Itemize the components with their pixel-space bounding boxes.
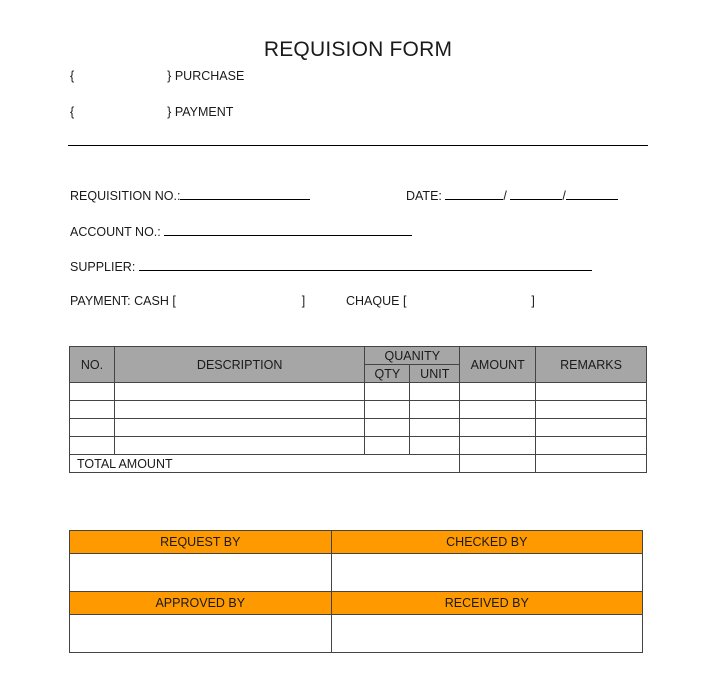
table-cell[interactable]	[114, 383, 364, 401]
table-cell[interactable]	[114, 401, 364, 419]
header-amount: AMOUNT	[460, 347, 536, 383]
table-cell[interactable]	[70, 383, 115, 401]
total-amount-label: TOTAL AMOUNT	[70, 455, 460, 473]
signature-table	[69, 530, 643, 653]
option-label: PURCHASE	[174, 69, 245, 83]
table-cell[interactable]	[365, 401, 410, 419]
table-cell[interactable]	[460, 401, 536, 419]
header-remarks: REMARKS	[536, 347, 647, 383]
header-description: DESCRIPTION	[114, 347, 364, 383]
table-cell[interactable]	[536, 401, 647, 419]
header-quantity: QUANITY	[365, 347, 460, 365]
checked-by-header: CHECKED BY	[331, 531, 642, 554]
received-by-field[interactable]	[331, 615, 642, 653]
table-cell[interactable]	[460, 437, 536, 455]
option-payment[interactable]	[70, 105, 233, 119]
table-cell[interactable]	[460, 419, 536, 437]
payment-cheque-row[interactable]	[346, 294, 535, 308]
header-qty: QTY	[365, 365, 410, 383]
table-cell[interactable]	[114, 419, 364, 437]
total-amount-cell[interactable]	[460, 455, 536, 473]
approved-by-field[interactable]	[70, 615, 332, 653]
items-table	[69, 346, 647, 473]
option-open-brace: {	[70, 69, 75, 83]
cheque-label: CHAQUE [	[346, 294, 407, 308]
header-no: NO.	[70, 347, 115, 383]
payment-cash-label: PAYMENT: CASH [	[70, 294, 176, 308]
account-no-row	[70, 223, 412, 239]
approved-by-header: APPROVED BY	[70, 592, 332, 615]
option-close-brace: }	[167, 105, 172, 119]
table-cell[interactable]	[365, 437, 410, 455]
form-title: REQUISION FORM	[263, 38, 453, 61]
date-row	[406, 187, 618, 203]
table-cell[interactable]	[70, 437, 115, 455]
table-cell[interactable]	[365, 419, 410, 437]
supplier-row	[70, 258, 592, 274]
checked-by-field[interactable]	[331, 554, 642, 592]
date-year-field[interactable]	[566, 187, 618, 200]
bracket-close: ]	[531, 294, 535, 308]
table-cell[interactable]	[70, 401, 115, 419]
table-row	[70, 383, 647, 401]
option-open-brace: {	[70, 105, 75, 119]
table-cell[interactable]	[410, 437, 460, 455]
requisition-no-field[interactable]	[180, 187, 310, 200]
header-unit: UNIT	[410, 365, 460, 383]
account-no-field[interactable]	[164, 223, 412, 236]
supplier-field[interactable]	[139, 258, 592, 271]
date-day-field[interactable]	[445, 187, 503, 200]
date-separator: /	[503, 189, 507, 203]
table-cell[interactable]	[536, 383, 647, 401]
supplier-label: SUPPLIER:	[70, 260, 136, 274]
table-cell[interactable]	[460, 383, 536, 401]
table-cell[interactable]	[365, 383, 410, 401]
payment-cash-row[interactable]	[70, 294, 305, 308]
bracket-close: ]	[301, 294, 306, 308]
table-cell[interactable]	[410, 401, 460, 419]
table-cell[interactable]	[410, 419, 460, 437]
table-cell[interactable]	[70, 419, 115, 437]
option-close-brace: }	[167, 69, 172, 83]
table-row	[70, 401, 647, 419]
date-month-field[interactable]	[510, 187, 562, 200]
total-remarks-cell[interactable]	[536, 455, 647, 473]
option-label: PAYMENT	[174, 105, 234, 119]
date-separator: /	[562, 189, 566, 203]
requisition-no-label: REQUISITION NO.:	[70, 189, 181, 203]
table-cell[interactable]	[536, 419, 647, 437]
table-row	[70, 419, 647, 437]
header-divider	[68, 145, 648, 146]
request-by-field[interactable]	[70, 554, 332, 592]
date-label: DATE:	[406, 189, 442, 203]
requisition-no-row	[70, 187, 310, 203]
option-purchase[interactable]	[70, 69, 244, 83]
table-cell[interactable]	[114, 437, 364, 455]
table-cell[interactable]	[536, 437, 647, 455]
account-no-label: ACCOUNT NO.:	[70, 225, 161, 239]
total-row	[70, 455, 647, 473]
table-cell[interactable]	[410, 383, 460, 401]
received-by-header: RECEIVED BY	[331, 592, 642, 615]
table-row	[70, 437, 647, 455]
request-by-header: REQUEST BY	[70, 531, 332, 554]
